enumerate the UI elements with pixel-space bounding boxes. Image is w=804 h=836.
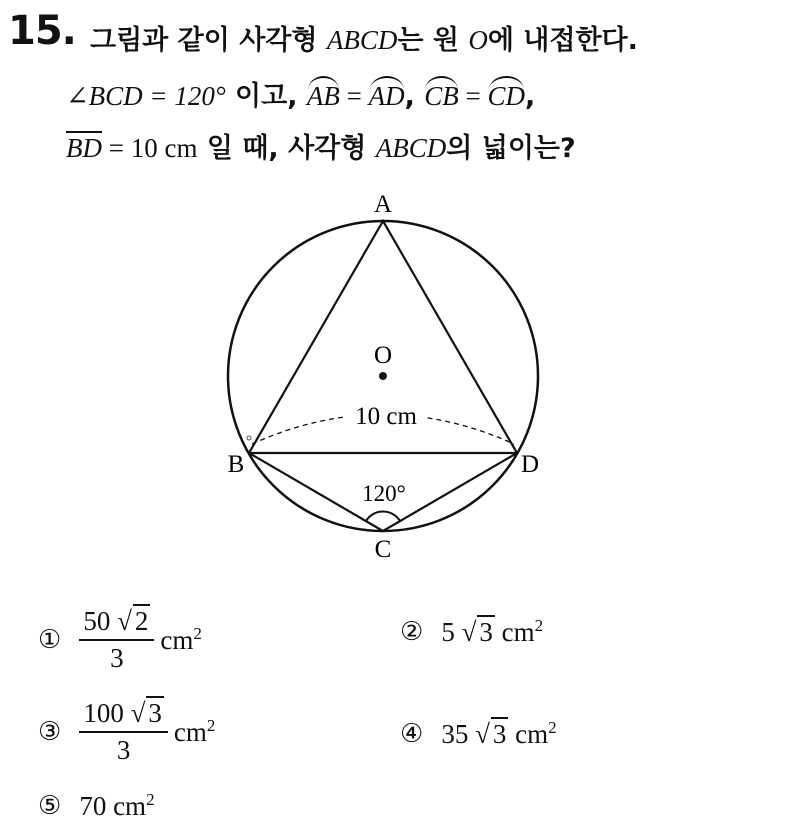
label-a: A [373, 191, 393, 218]
comma-2: , [525, 81, 536, 112]
label-d: D [520, 451, 540, 478]
choice-1[interactable] [38, 606, 202, 674]
choice-3[interactable] [38, 698, 215, 766]
choice-1-numerator: 50 [83, 606, 111, 636]
segment-bd: $\overline{BD}$ [66, 133, 102, 163]
choice-1-denominator: 3 [110, 643, 124, 673]
angle-condition: ∠BCD = 120° [66, 81, 226, 111]
choice-1-fraction: $\frac{50 √ 2}{3}$ [79, 606, 154, 674]
choice-3-numerator: 100 [83, 698, 124, 728]
choice-4-value: 35 √ 3 $cm^2$ [441, 718, 557, 749]
choice-marker-4: ④ [400, 719, 424, 749]
stem-text-5: 의 넓이는? [446, 133, 576, 164]
equals-2: = [458, 81, 488, 111]
circle-name: O [468, 25, 488, 55]
arc-ad: AD [368, 81, 405, 111]
choice-marker-1: ① [38, 625, 62, 655]
stem-connector: 이고, [225, 81, 307, 112]
choice-marker-5: ⑤ [38, 791, 62, 821]
stem-text-2: 는 원 [397, 25, 469, 56]
label-b: B [227, 451, 245, 478]
label-length: 10 cm [355, 403, 417, 430]
angle-arc [366, 512, 400, 521]
quad-name: ABCD [326, 25, 398, 55]
choice-marker-3: ③ [38, 717, 62, 747]
choice-5[interactable] [38, 790, 155, 822]
label-o: O [373, 342, 393, 369]
choice-marker-2: ② [400, 617, 424, 647]
label-c: C [374, 536, 392, 563]
equals-1: = [339, 81, 369, 111]
arc-cb: CB [424, 81, 459, 111]
choice-2-value: 5 √ 3 $cm^2$ [441, 616, 544, 647]
question-number: 15. [8, 8, 76, 54]
stem-text-3: 에 내접한다. [487, 25, 638, 56]
segment-value: = 10 cm [102, 133, 198, 163]
label-angle: 120° [362, 481, 406, 506]
vertex-mark [247, 436, 251, 440]
choice-4[interactable] [400, 718, 557, 750]
quad-name-2: ABCD [375, 133, 447, 163]
comma-1: , [404, 81, 425, 112]
center-point [379, 372, 387, 380]
choice-3-radicand: 3 [148, 698, 162, 728]
stem-text-1: 그림과 같이 사각형 [90, 25, 327, 56]
arc-ab: AB [306, 81, 340, 111]
choice-5-value: 70 $cm^2$ [79, 790, 155, 821]
choice-1-radicand: 2 [134, 606, 149, 636]
stem-text-4: 일 때, 사각형 [197, 133, 376, 164]
arc-cd: CD [487, 81, 526, 111]
choice-2[interactable] [400, 616, 543, 648]
choice-3-denominator: 3 [116, 735, 131, 765]
choice-1-unit: $cm^2$ [160, 624, 202, 655]
choice-3-unit: $cm^2$ [173, 716, 216, 747]
choice-3-fraction: $\frac{100 √ 3}{3}$ [79, 698, 168, 766]
